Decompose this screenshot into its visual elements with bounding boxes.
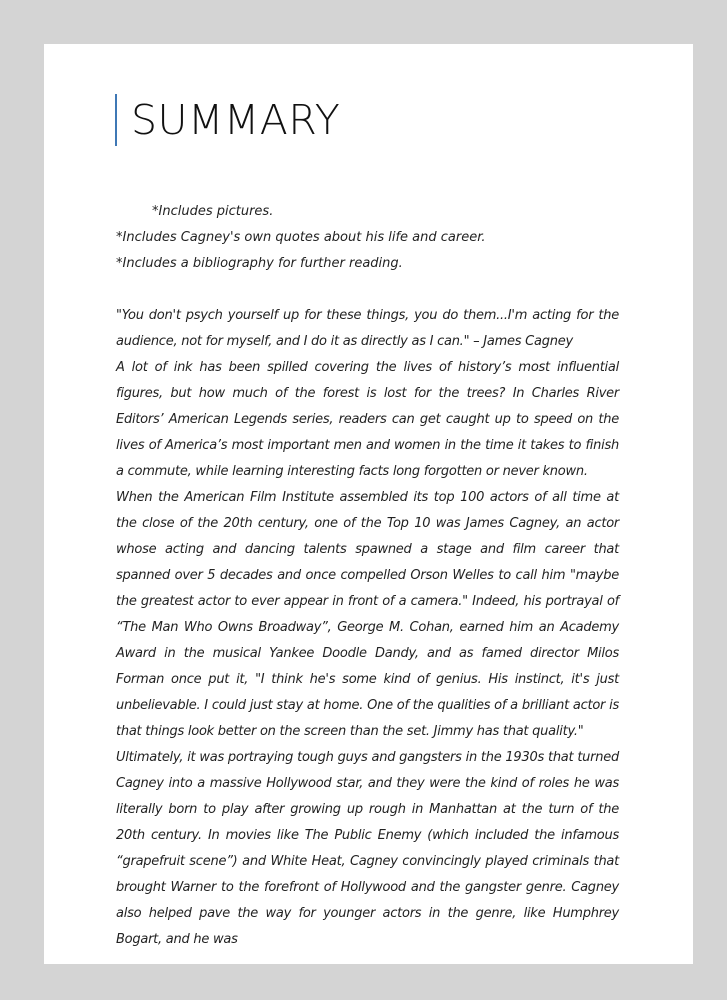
document-body [116,199,619,953]
bullet-item: *Includes pictures. [152,204,274,219]
quote-paragraph: "You don't psych yourself up for these things, you do them...I'm acting for the audience, not for myself, and I do it as directly as I can." – James Cagney [116,308,619,349]
bullet-item: *Includes a bibliography for further reading. [116,256,403,271]
page-title: SUMMARY [131,95,341,144]
body-paragraph: When the American Film Institute assembled its top 100 actors of all time at the close of the 20th century, one of the Top 10 was James Cagney, an actor whose acting and dancing talents spawned a stage and film career that spanned over 5 decades and once compelled Orson Welles to call him "maybe the greatest actor to ever appear in front of a camera." Indeed, his portrayal of “The Man Who Owns Broadway”, George M. Cohan, earned him an Academy Award in the musical Yankee Doodle Dandy, and as famed director Milos Forman once put it, "I think he's some kind of genius. His instinct, it's just unbelievable. I could just stay at home. One of the qualities of a brilliant actor is that things look better on the screen than the set. Jimmy has that quality." [116,490,619,739]
heading-block [115,94,340,146]
document-page [44,44,693,964]
body-paragraph: Ultimately, it was portraying tough guys and gangsters in the 1930s that turned Cagney into a massive Hollywood star, and they were the kind of roles he was literally born to play after growing up rough in Manhattan at the turn of the 20th century. In movies like The Public Enemy (which included the infamous “grapefruit scene”) and White Heat, Cagney convincingly played criminals that brought Warner to the forefront of Hollywood and the gangster genre. Cagney also helped pave the way for younger actors in the genre, like Humphrey Bogart, and he was [116,750,619,947]
body-paragraph: A lot of ink has been spilled covering the lives of history’s most influential figures, but how much of the forest is lost for the trees? In Charles River Editors’ American Legends series, readers can get caught up to speed on the lives of America’s most important men and women in the time it takes to finish a commute, while learning interesting facts long forgotten or never known. [116,360,619,479]
paragraph-gap [116,277,619,303]
bullet-item: *Includes Cagney's own quotes about his life and career. [116,230,486,245]
page-frame [4,4,723,996]
